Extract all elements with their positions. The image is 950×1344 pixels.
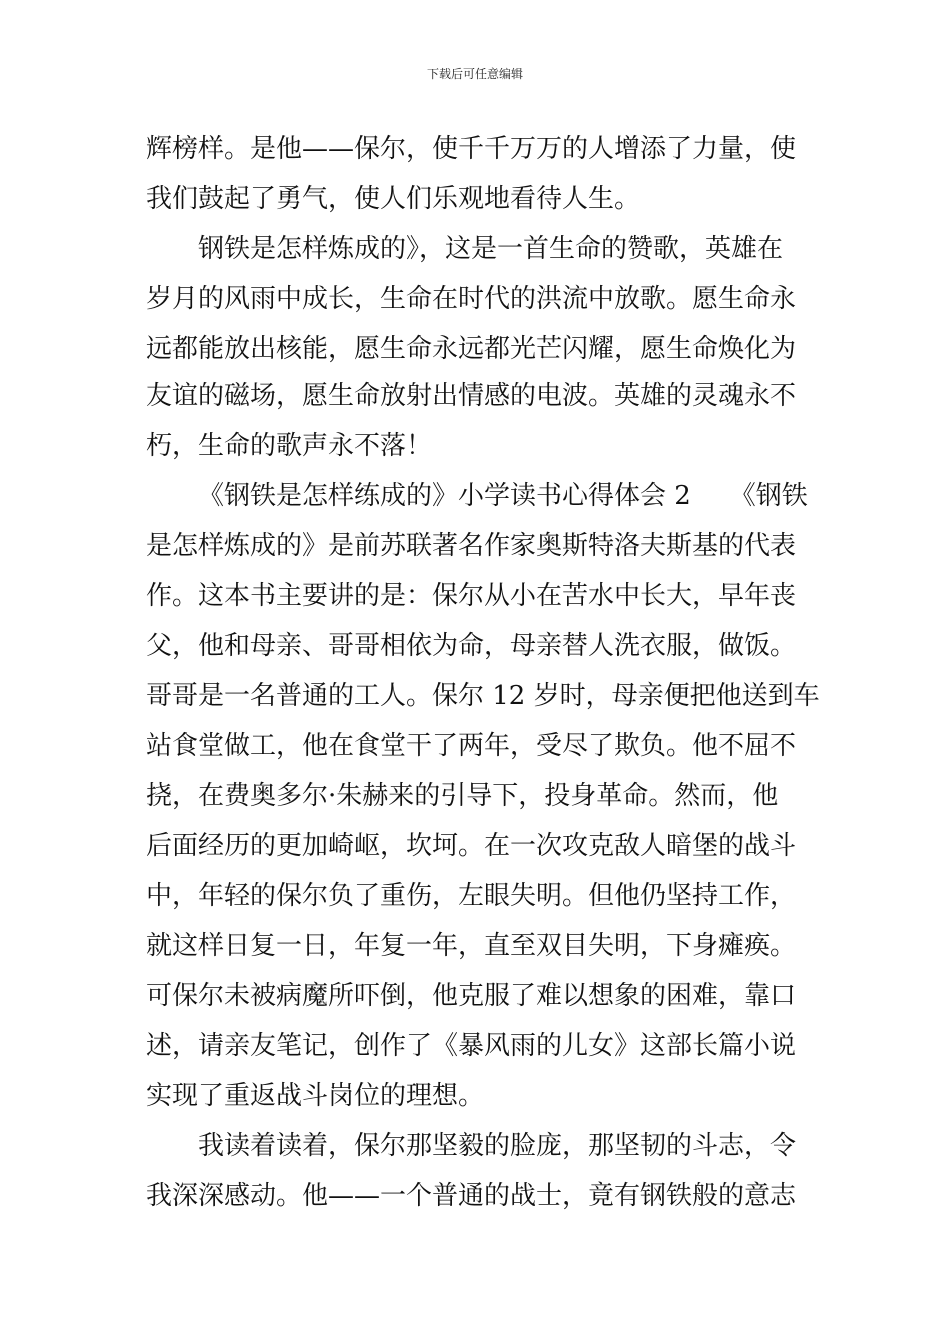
paragraph-first-line: 《钢铁是怎样练成的》小学读书心得体会 2 《钢铁 bbox=[198, 481, 808, 511]
text-line: 述，请亲友笔记，创作了《暴风雨的儿女》这部长篇小说 bbox=[146, 1031, 797, 1061]
text-line: 实现了重返战斗岗位的理想。 bbox=[146, 1081, 485, 1111]
text-line: 辉榜样。是他——保尔，使千千万万的人增添了力量，使 bbox=[146, 134, 797, 164]
text-line: 站食堂做工，他在食堂干了两年，受尽了欺负。他不屈不 bbox=[146, 731, 797, 761]
paragraph-first-line: 钢铁是怎样炼成的》，这是一首生命的赞歌，英雄在 bbox=[198, 234, 784, 264]
text-line: 中，年轻的保尔负了重伤，左眼失明。但他仍坚持工作， bbox=[146, 881, 797, 911]
text-line: 就这样日复一日，年复一年，直至双目失明，下身瘫痪。 bbox=[146, 931, 797, 961]
text-line: 朽，生命的歌声永不落！ bbox=[146, 431, 433, 461]
paragraph-first-line: 我读着读着，保尔那坚毅的脸庞，那坚韧的斗志，令 bbox=[198, 1131, 797, 1161]
text-line: 挠，在费奥多尔·朱赫来的引导下，投身革命。然而，他 bbox=[146, 781, 779, 811]
text-line: 远都能放出核能，愿生命永远都光芒闪耀，愿生命焕化为 bbox=[146, 334, 797, 364]
text-line: 可保尔未被病魔所吓倒，他克服了难以想象的困难，靠口 bbox=[146, 981, 797, 1011]
text-line: 友谊的磁场，愿生命放射出情感的电波。英雄的灵魂永不 bbox=[146, 381, 797, 411]
text-line: 我深深感动。他——一个普通的战士，竟有钢铁般的意志 bbox=[146, 1181, 797, 1211]
text-line: 岁月的风雨中成长，生命在时代的洪流中放歌。愿生命永 bbox=[146, 284, 797, 314]
text-line: 父，他和母亲、哥哥相依为命，母亲替人洗衣服，做饭。 bbox=[146, 631, 797, 661]
text-line: 作。这本书主要讲的是：保尔从小在苦水中长大，早年丧 bbox=[146, 581, 797, 611]
text-line: 哥哥是一名普通的工人。保尔 12 岁时，母亲便把他送到车 bbox=[146, 681, 820, 711]
text-line: 后面经历的更加崎岖，坎坷。在一次攻克敌人暗堡的战斗 bbox=[146, 831, 797, 861]
text-line: 是怎样炼成的》是前苏联著名作家奥斯特洛夫斯基的代表 bbox=[146, 531, 797, 561]
text-line: 我们鼓起了勇气，使人们乐观地看待人生。 bbox=[146, 184, 641, 214]
page-header: 下载后可任意编辑 bbox=[426, 67, 523, 81]
